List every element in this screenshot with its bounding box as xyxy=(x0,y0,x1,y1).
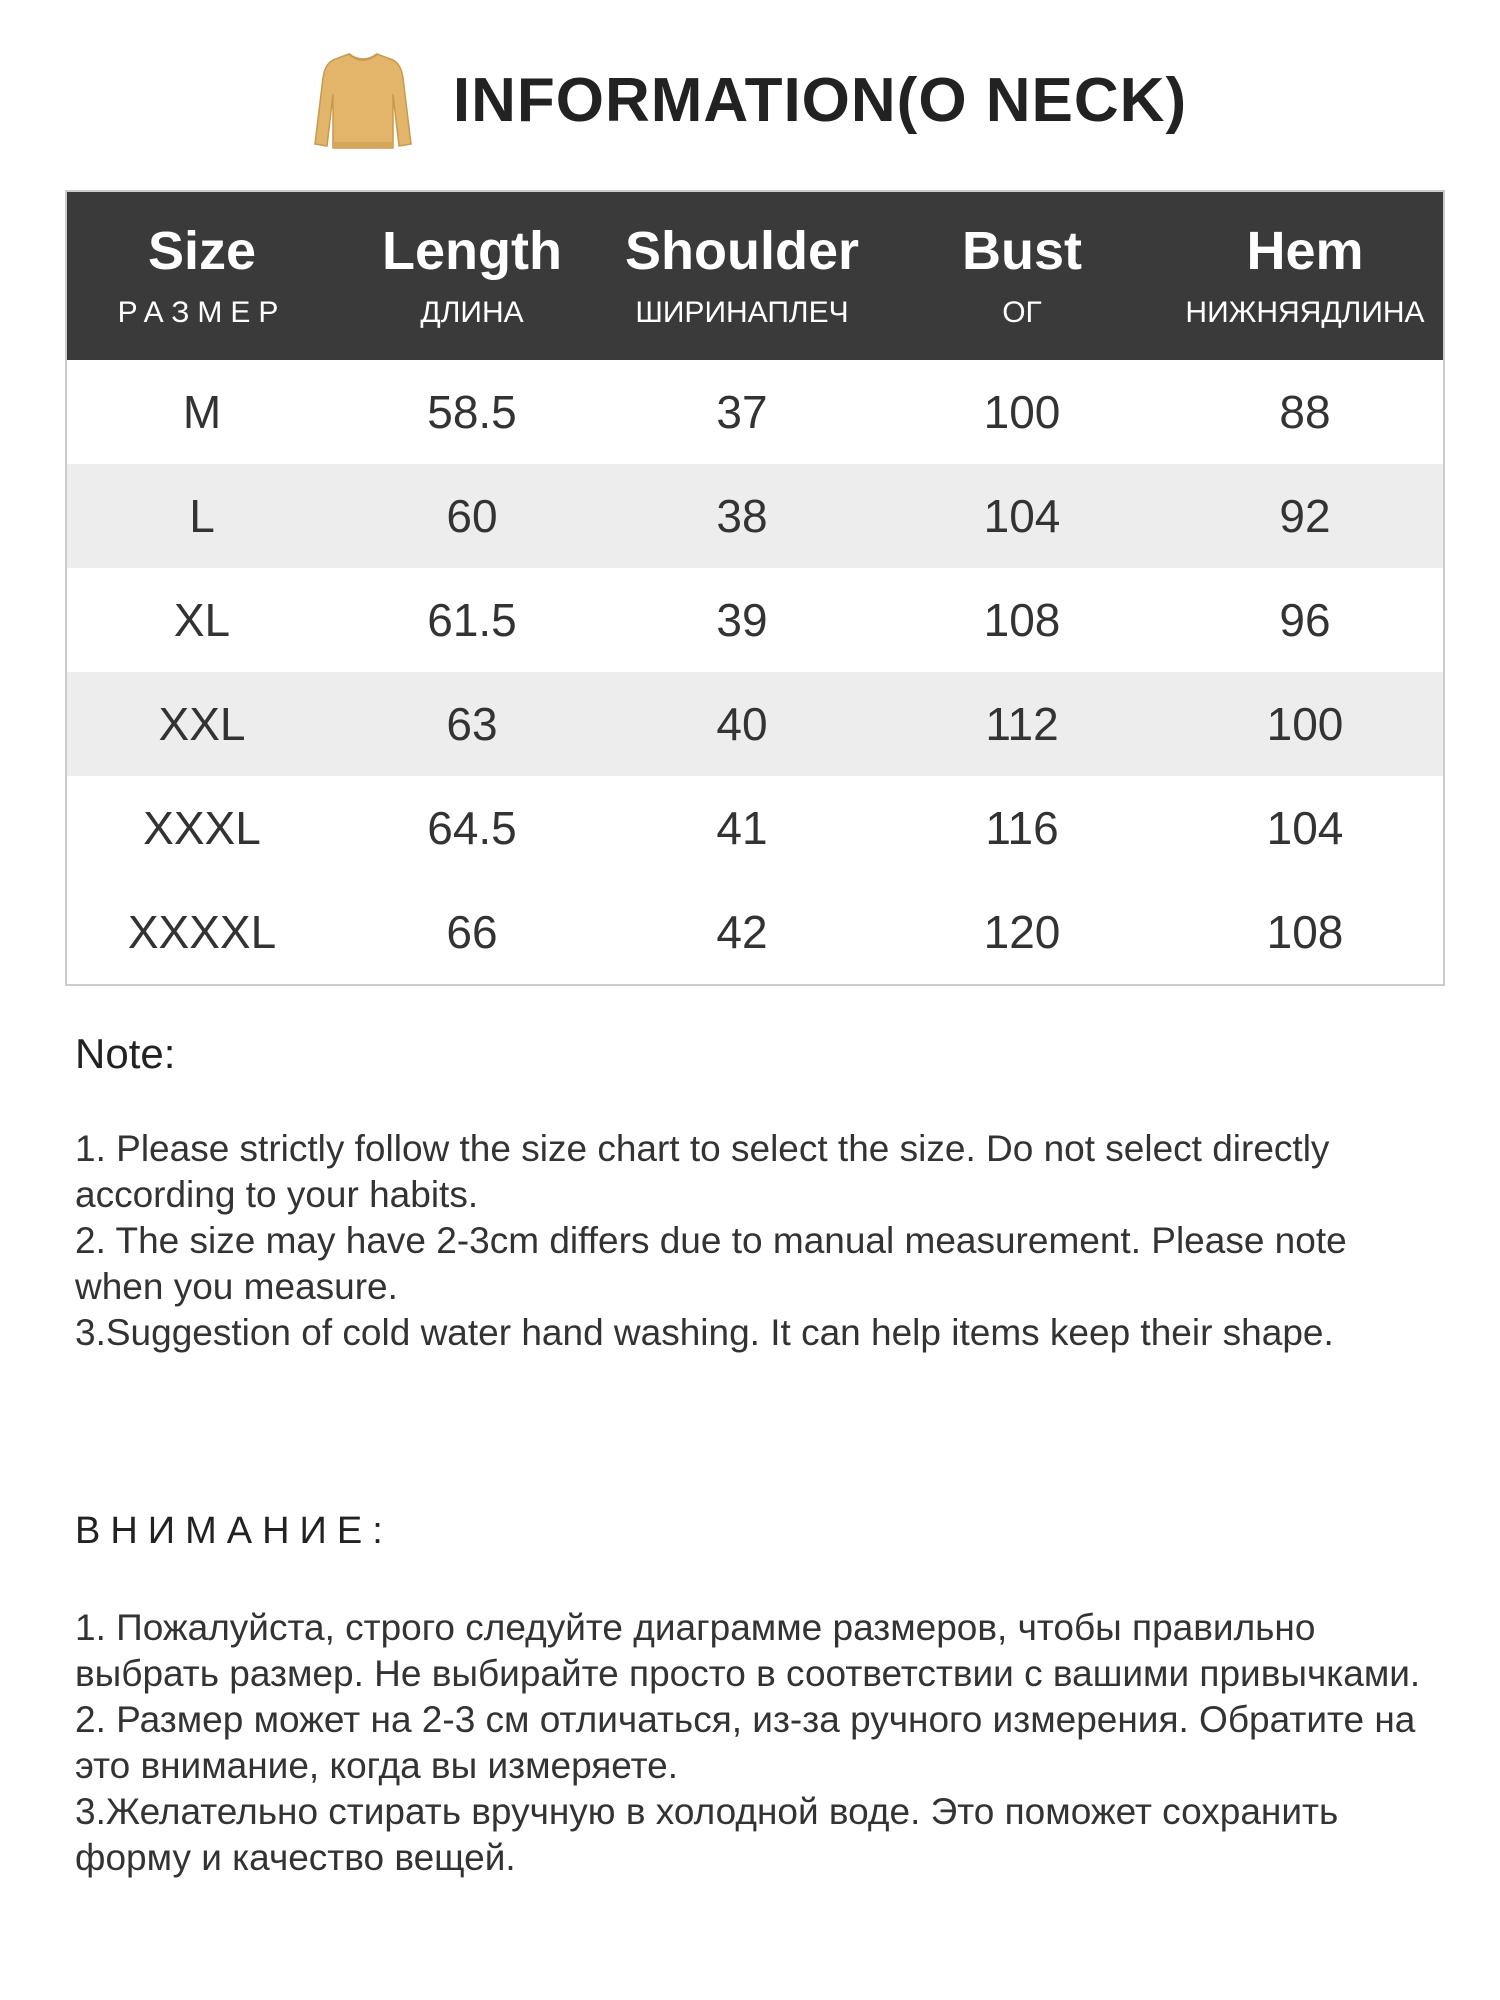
column-header-length xyxy=(337,192,607,360)
cell-hem: 88 xyxy=(1279,386,1331,438)
cell-hem: 108 xyxy=(1266,906,1344,958)
note-item: 1. Please strictly follow the size chart to select the size. Do not select directly according to your habits. xyxy=(75,1128,1330,1215)
cell-shoulder: 40 xyxy=(716,698,768,750)
header xyxy=(0,40,1500,160)
cell-size: XXL xyxy=(158,698,246,750)
column-title-en: Hem xyxy=(1246,221,1364,282)
table-row xyxy=(67,464,1443,568)
note-title: Note: xyxy=(75,1030,176,1077)
cell-shoulder: 39 xyxy=(716,594,768,646)
cell-length: 61.5 xyxy=(427,594,517,646)
sweater-icon xyxy=(313,48,413,152)
cell-shoulder: 41 xyxy=(716,802,768,854)
note-title: ВНИМАНИЕ: xyxy=(75,1510,393,1552)
cell-bust: 112 xyxy=(985,698,1059,750)
note-ru xyxy=(75,1510,1435,1881)
column-title-ru: ОГ xyxy=(1002,295,1042,329)
cell-length: 66 xyxy=(446,906,498,958)
column-title-en: Shoulder xyxy=(624,221,859,282)
column-title-ru: ШИРИНАПЛЕЧ xyxy=(635,295,849,329)
column-title-ru: РАЗМЕР xyxy=(117,295,287,329)
cell-size: L xyxy=(189,490,215,542)
cell-bust: 108 xyxy=(983,594,1061,646)
page-title: INFORMATION(O NECK) xyxy=(452,65,1188,135)
note-en xyxy=(75,1030,1435,1356)
column-header-size xyxy=(67,192,337,360)
column-title-en: Size xyxy=(147,221,257,282)
column-header-hem xyxy=(1167,192,1443,360)
column-title-ru: ДЛИНА xyxy=(420,295,524,329)
cell-length: 63 xyxy=(446,698,498,750)
table-header xyxy=(67,192,1443,360)
table-row xyxy=(67,672,1443,776)
note-item: 3.Suggestion of cold water hand washing. It can help items keep their shape. xyxy=(75,1312,1334,1353)
cell-shoulder: 37 xyxy=(716,386,768,438)
column-title-en: Length xyxy=(382,221,562,282)
table-row xyxy=(67,880,1443,984)
cell-hem: 96 xyxy=(1279,594,1331,646)
cell-length: 64.5 xyxy=(427,802,517,854)
table-row xyxy=(67,776,1443,880)
cell-hem: 104 xyxy=(1266,802,1344,854)
column-title-en: Bust xyxy=(962,221,1082,282)
table-row xyxy=(67,360,1443,464)
cell-bust: 100 xyxy=(983,386,1061,438)
cell-size: XXXXL xyxy=(127,906,277,958)
cell-length: 60 xyxy=(446,490,498,542)
cell-shoulder: 38 xyxy=(716,490,768,542)
column-header-bust xyxy=(877,192,1167,360)
note-item: 2. Размер может на 2-3 см отличаться, из-за ручного измерения. Обратите на это внимание, когда вы измеряете. xyxy=(75,1699,1416,1786)
note-item: 3.Желательно стирать вручную в холодной воде. Это поможет сохранить форму и качество вещей. xyxy=(75,1791,1339,1878)
note-item: 1. Пожалуйста, строго следуйте диаграмме размеров, чтобы правильно выбрать размер. Не выбирайте просто в соответствии с вашими привычками. xyxy=(75,1607,1421,1694)
size-table xyxy=(65,190,1445,986)
cell-length: 58.5 xyxy=(427,386,517,438)
note-item: 2. The size may have 2-3cm differs due to manual measurement. Please note when you measure. xyxy=(75,1220,1347,1307)
table-row xyxy=(67,568,1443,672)
cell-hem: 92 xyxy=(1279,490,1331,542)
cell-size: M xyxy=(182,386,222,438)
cell-bust: 120 xyxy=(983,906,1061,958)
cell-hem: 100 xyxy=(1266,698,1344,750)
column-header-shoulder xyxy=(607,192,877,360)
column-title-ru: НИЖНЯЯДЛИНА xyxy=(1185,295,1425,329)
cell-size: XL xyxy=(173,594,231,646)
cell-bust: 104 xyxy=(983,490,1061,542)
cell-size: XXXL xyxy=(143,802,261,854)
cell-bust: 116 xyxy=(985,802,1059,854)
cell-shoulder: 42 xyxy=(716,906,768,958)
